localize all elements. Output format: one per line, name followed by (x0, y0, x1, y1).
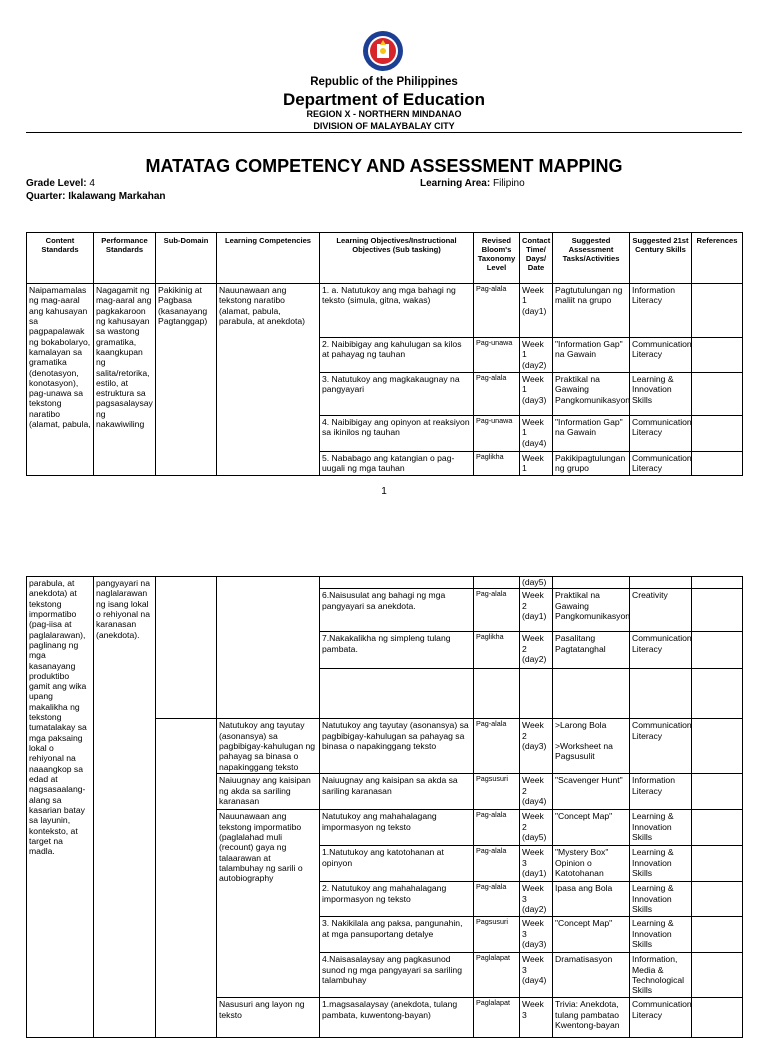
bloom-cell: Paglikha (474, 452, 520, 476)
task-cell: "Information Gap" na Gawain (553, 416, 630, 452)
time-cell: Week 3 (day1) (520, 846, 553, 882)
reference-cell (692, 846, 743, 882)
time-cell (520, 669, 553, 719)
grade-level (26, 178, 95, 189)
quarter (26, 191, 166, 202)
skill-cell: Communication Literacy (630, 998, 692, 1038)
task-cell: "Concept Map" (553, 917, 630, 953)
time-cell: (day5) (520, 577, 553, 589)
skill-cell: Learning & Innovation Skills (630, 373, 692, 416)
objective-cell: 5. Nababago ang katangian o pag-uugali ng mga tauhan (320, 452, 474, 476)
objective-cell: 1.Natutukoy ang katotohanan at opinyon (320, 846, 474, 882)
task-cell: Trivia: Anekdota, tulang pambatao Kwentong-bayan (553, 998, 630, 1038)
task-cell: Ipasa ang Bola (553, 882, 630, 917)
col-header: Performance Standards (94, 233, 156, 284)
time-cell: Week 3 (day4) (520, 953, 553, 998)
skill-cell: Learning & Innovation Skills (630, 882, 692, 917)
col-header: Revised Bloom's Taxonomy Level (474, 233, 520, 284)
time-cell: Week 1 (day3) (520, 373, 553, 416)
skill-cell (630, 577, 692, 589)
bloom-cell: Pag-alala (474, 882, 520, 917)
grade-level-value: 4 (89, 178, 95, 189)
task-cell: "Mystery Box" Opinion o Katotohanan (553, 846, 630, 882)
task-cell: Pakikipagtulungan ng grupo (553, 452, 630, 476)
col-header: Learning Objectives/Instructional Objectives (Sub tasking) (320, 233, 474, 284)
col-header: Sub-Domain (156, 233, 217, 284)
task-cell: "Concept Map" (553, 810, 630, 846)
skill-cell: Learning & Innovation Skills (630, 810, 692, 846)
task-cell: Pagtutulungan ng maliit na grupo (553, 284, 630, 338)
bloom-cell: Pagsusuri (474, 774, 520, 810)
reference-cell (692, 719, 743, 774)
time-cell: Week 2 (day3) (520, 719, 553, 774)
performance-standard-cell: pangyayari na naglalarawan ng isang lokal o rehiyonal na karanasan (anekdota). (94, 577, 156, 1038)
task-cell: Pasalitang Pagtatanghal (553, 632, 630, 669)
bloom-cell: Pag-alala (474, 589, 520, 632)
reference-cell (692, 577, 743, 589)
time-cell: Week 3 (day3) (520, 917, 553, 953)
reference-cell (692, 810, 743, 846)
competency-cell: Nauunawaan ang tekstong naratibo (alamat, pabula, parabula, at anekdota) (217, 284, 320, 476)
objective-cell: 4.Naisasalaysay ang pagkasunod sunod ng mga pangyayari sa sariling talambuhay (320, 953, 474, 998)
time-cell: Week 2 (day4) (520, 774, 553, 810)
bloom-cell: Pag-alala (474, 284, 520, 338)
reference-cell (692, 669, 743, 719)
content-standard-cell: parabula, at anekdota) at tekstong impormatibo (pag-iisa at paglalarawan), paglinang ng mga kasanayang produktibo gamit ang wika upang makalikha ng tekstong tumatalakay sa mga paksaing lokal o rehiyonal na naaangkop sa edad at nagsasaalang-alang sa kasarian batay sa layunin, konteksto, at target na madla. (27, 577, 94, 1038)
republic-heading: Republic of the Philippines (310, 76, 458, 88)
objective-cell: Natutukoy ang tayutay (asonansya) sa pagbibigay-kahulugan sa pahayag sa binasa o napakinggang teksto (320, 719, 474, 774)
time-cell: Week 2 (day1) (520, 589, 553, 632)
bloom-cell: Paglalapat (474, 953, 520, 998)
objective-cell: 2. Naibibigay ang kahulugan sa kilos at pahayag ng tauhan (320, 338, 474, 373)
bloom-cell: Paglikha (474, 632, 520, 669)
reference-cell (692, 882, 743, 917)
col-header: Contact Time/ Days/ Date (520, 233, 553, 284)
reference-cell (692, 632, 743, 669)
time-cell: Week 1 (day4) (520, 416, 553, 452)
quarter-value: Ikalawang Markahan (68, 191, 166, 202)
reference-cell (692, 917, 743, 953)
objective-cell: Naiuugnay ang kaisipan sa akda sa sariling karanasan (320, 774, 474, 810)
reference-cell (692, 284, 743, 338)
learning-area-label: Learning Area: (420, 178, 491, 189)
document-page-1 (0, 0, 768, 510)
competency-cell: Nauunawaan ang tekstong impormatibo (paglalahad muli (recount) gaya ng talaarawan at talambuhay ng sarili o autobiography (217, 810, 320, 998)
skill-cell: Communication Literacy (630, 719, 692, 774)
subdomain-cell (156, 577, 217, 719)
document-page-2 (0, 548, 768, 1030)
objective-cell: 7.Nakakalikha ng simpleng tulang pambata. (320, 632, 474, 669)
bloom-cell: Paglalapat (474, 998, 520, 1038)
bloom-cell (474, 577, 520, 589)
task-cell: "Scavenger Hunt" (553, 774, 630, 810)
objective-cell: 6.Naisusulat ang bahagi ng mga pangyayari sa anekdota. (320, 589, 474, 632)
bloom-cell: Pag-alala (474, 373, 520, 416)
skill-cell: Information Literacy (630, 774, 692, 810)
page-number: 1 (381, 486, 387, 497)
mapping-table-page-2 (26, 576, 743, 1038)
bloom-cell: Pag-unawa (474, 416, 520, 452)
objective-cell: 1.magsasalaysay (anekdota, tulang pambata, kuwentong-bayan) (320, 998, 474, 1038)
reference-cell (692, 589, 743, 632)
reference-cell (692, 338, 743, 373)
objective-cell: 2. Natutukoy ang mahahalagang impormasyon ng teksto (320, 882, 474, 917)
learning-area-value: Filipino (492, 178, 525, 189)
time-cell: Week 1 (day1) (520, 284, 553, 338)
deped-seal-logo (362, 30, 404, 72)
time-cell: Week 1 (day2) (520, 338, 553, 373)
division-heading: DIVISION OF MALAYBALAY CITY (313, 121, 455, 131)
time-cell: Week 1 (520, 452, 553, 476)
task-cell: "Information Gap" na Gawain (553, 338, 630, 373)
skill-cell: Creativity (630, 589, 692, 632)
task-cell: >Larong Bola >Worksheet na Pagsusulit (553, 719, 630, 774)
objective-cell: 1. a. Natutukoy ang mga bahagi ng teksto (simula, gitna, wakas) (320, 284, 474, 338)
skill-cell: Communication Literacy (630, 416, 692, 452)
skill-cell: Information Literacy (630, 284, 692, 338)
bloom-cell: Pag-alala (474, 846, 520, 882)
header-divider (26, 132, 742, 133)
bloom-cell: Pag-unawa (474, 338, 520, 373)
task-cell (553, 669, 630, 719)
task-cell: Praktikal na Gawaing Pangkomunikasyon (553, 589, 630, 632)
reference-cell (692, 416, 743, 452)
table-header-row (27, 233, 743, 284)
reference-cell (692, 373, 743, 416)
competency-cell: Nasusuri ang layon ng teksto (217, 998, 320, 1038)
competency-cell: Natutukoy ang tayutay (asonansya) sa pagbibigay-kahulugan ng pahayag sa binasa o napakinggang teksto (217, 719, 320, 774)
document-title: MATATAG COMPETENCY AND ASSESSMENT MAPPING (145, 156, 623, 176)
table-row (27, 284, 743, 338)
objective-cell: 3. Nakikilala ang paksa, pangunahin, at mga pansuportang detalye (320, 917, 474, 953)
reference-cell (692, 452, 743, 476)
reference-cell (692, 774, 743, 810)
competency-cell: Naiuugnay ang kaisipan ng akda sa sariling karanasan (217, 774, 320, 810)
objective-cell: Natutukoy ang mahahalagang impormasyon ng teksto (320, 810, 474, 846)
bloom-cell: Pagsusuri (474, 917, 520, 953)
time-cell: Week 3 (day2) (520, 882, 553, 917)
skill-cell: Communication Literacy (630, 452, 692, 476)
department-heading: Department of Education (282, 90, 486, 109)
col-header: Suggested 21st Century Skills (630, 233, 692, 284)
region-heading: REGION X - NORTHERN MINDANAO (306, 109, 462, 119)
time-cell: Week 3 (520, 998, 553, 1038)
task-cell: Praktikal na Gawaing Pangkomunikasyon (553, 373, 630, 416)
task-cell: Dramatisasyon (553, 953, 630, 998)
objective-cell: 3. Natutukoy ang magkakaugnay na pangyayari (320, 373, 474, 416)
reference-cell (692, 953, 743, 998)
quarter-label: Quarter: (26, 191, 66, 202)
bloom-cell: Pag-alala (474, 719, 520, 774)
subdomain-cell (156, 719, 217, 1038)
table-row (27, 577, 743, 589)
col-header: Learning Competencies (217, 233, 320, 284)
page-gap (0, 510, 768, 548)
col-header: Suggested Assessment Tasks/Activities (553, 233, 630, 284)
skill-cell: Communication Literacy (630, 632, 692, 669)
bloom-cell: Pag-alala (474, 810, 520, 846)
skill-cell: Learning & Innovation Skills (630, 846, 692, 882)
skill-cell: Communication Literacy (630, 338, 692, 373)
content-standard-cell: Naipamamalas ng mag-aaral ang kahusayan sa pagpapalawak ng bokabolaryo, kamalayan sa gramatika (denotasyon, konotasyon), pag-unawa sa tekstong naratibo (alamat, pabula, (27, 284, 94, 476)
skill-cell: Learning & Innovation Skills (630, 917, 692, 953)
objective-cell: 4. Naibibigay ang opinyon at reaksiyon sa ikinilos ng tauhan (320, 416, 474, 452)
col-header: References (692, 233, 743, 284)
subdomain-cell: Pakikinig at Pagbasa (kasanayang Pagtanggap) (156, 284, 217, 476)
skill-cell (630, 669, 692, 719)
time-cell: Week 2 (day5) (520, 810, 553, 846)
reference-cell (692, 998, 743, 1038)
task-cell (553, 577, 630, 589)
col-header: Content Standards (27, 233, 94, 284)
objective-cell (320, 577, 474, 589)
learning-area (420, 178, 525, 189)
skill-cell: Information, Media & Technological Skills (630, 953, 692, 998)
bloom-cell (474, 669, 520, 719)
objective-cell (320, 669, 474, 719)
time-cell: Week 2 (day2) (520, 632, 553, 669)
mapping-table-page-1 (26, 232, 743, 476)
performance-standard-cell: Nagagamit ng mag-aaral ang pagkakaroon ng kahusayan sa wastong gramatika, kaangkupan ng salita/retorika, estilo, at estruktura sa pagsasalaysay ng nakawiwiling (94, 284, 156, 476)
competency-cell (217, 577, 320, 719)
grade-level-label: Grade Level: (26, 178, 87, 189)
